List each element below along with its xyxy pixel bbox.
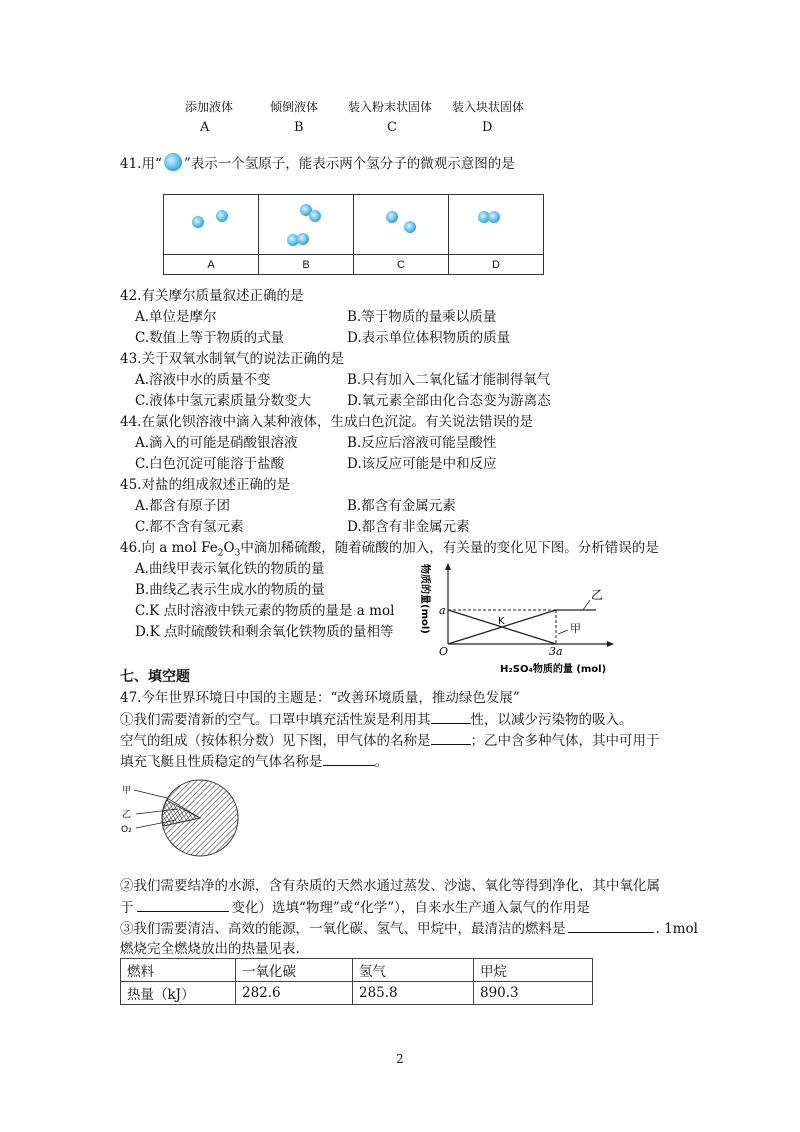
q46-option-b: B.曲线乙表示生成水的物质的量 (135, 582, 325, 598)
q45-option-a: A.都含有原子团 (135, 498, 231, 514)
page-number: 2 (396, 1052, 404, 1066)
pie-yi-label: 乙 (122, 810, 132, 820)
q47-e1-b: . 1mol (655, 921, 698, 937)
q42-option-b: B.等于物质的量乘以质量 (347, 309, 497, 325)
heat-value-h2: 285.8 (353, 982, 474, 1005)
hydrogen-atom-icon (162, 152, 184, 172)
caption-b: 倾倒液体 (270, 100, 319, 114)
letter-d: D (482, 120, 493, 135)
heat-value-ch4: 890.3 (474, 982, 593, 1005)
q46-option-a: A.曲线甲表示氧化铁的物质的量 (135, 561, 325, 577)
q47-p2 (120, 730, 660, 751)
q41-prefix: 41.用“ (120, 156, 162, 172)
q44-option-a: A.滴入的可能是硝酸银溶液 (135, 435, 298, 451)
q43-option-c: C.液体中氢元素质量分数变大 (135, 393, 312, 409)
q47-e1 (120, 918, 698, 939)
graph-jia-label: 甲 (570, 622, 581, 635)
q47-p1-a: ①我们需要清新的空气。口罩中填充活性炭是利用其 (120, 712, 431, 728)
heat-header-ch4: 甲烷 (474, 959, 593, 982)
q46-graph (418, 562, 618, 678)
blank-4[interactable] (137, 897, 229, 912)
blank-1[interactable] (431, 709, 471, 724)
heat-table (120, 958, 593, 1005)
q47-p2-b: ；乙中含多种气体，其中可用于 (470, 733, 660, 749)
q41-cell-b[interactable] (259, 195, 354, 255)
q46-o: O (223, 540, 235, 556)
q41-label-a: A (164, 255, 259, 275)
q46-stem-a: 46.向 a mol Fe (120, 540, 218, 556)
graph-k-label: K (498, 616, 505, 627)
q47-w2-a: 于 (120, 900, 134, 916)
pie-o2-label: O₂ (121, 825, 132, 835)
q46-option-c: C.K 点时溶液中铁元素的物质的量是 a mol (135, 603, 395, 619)
caption-c: 装入粉末状固体 (348, 100, 433, 114)
molecule-diagram-a (164, 195, 258, 251)
letter-b: B (294, 120, 304, 135)
q47-p2-a: 空气的组成（按体积分数）见下图，甲气体的名称是 (120, 733, 431, 749)
graph-origin: O (439, 645, 449, 658)
section-title: 七、填空题 (120, 669, 190, 685)
q44-stem: 44.在氯化钡溶液中滴入某种液体，生成白色沉淀。有关说法错误的是 (120, 414, 533, 430)
q41-label-d: D (449, 255, 544, 275)
q45-option-b: B.都含有金属元素 (347, 498, 456, 514)
letter-c: C (387, 120, 397, 135)
heat-row-label: 热量（kJ） (121, 982, 236, 1005)
heat-value-co: 282.6 (236, 982, 353, 1005)
graph-3a-label: 3a (549, 645, 563, 658)
q47-e2: 燃烧完全燃烧放出的热量见表. (120, 941, 300, 957)
q45-option-c: C.都不含有氢元素 (135, 519, 244, 535)
q43-option-d: D.氧元素全部由化合态变为游离态 (347, 393, 551, 409)
graph-yi-label: 乙 (591, 588, 604, 602)
q47-p3 (120, 751, 388, 772)
q45-stem: 45.对盐的组成叙述正确的是 (120, 477, 290, 493)
blank-2[interactable] (431, 730, 471, 745)
molecule-diagram-d (449, 195, 543, 251)
q47-e1-a: ③我们需要清洁、高效的能源，一氧化碳、氢气、甲烷中，最清洁的燃料是 (120, 921, 566, 937)
q47-p1 (120, 709, 633, 730)
q47-p3-a: 填充飞艇且性质稳定的气体名称是 (120, 754, 323, 770)
heat-header-h2: 氢气 (353, 959, 474, 982)
q42-option-c: C.数值上等于物质的式量 (135, 330, 285, 346)
blank-5[interactable] (568, 918, 654, 933)
q45-option-d: D.都含有非金属元素 (347, 519, 470, 535)
q47-intro: 47.今年世界环境日中国的主题是：“改善环境质量，推动绿色发展” (120, 690, 520, 706)
heat-table-wrap (120, 958, 593, 1005)
q47-w2 (120, 897, 590, 918)
heat-header-co: 一氧化碳 (236, 959, 353, 982)
q41-cell-a[interactable] (164, 195, 259, 255)
q41-option-table (163, 194, 544, 275)
q41-cell-c[interactable] (354, 195, 449, 255)
graph-xlabel: H₂SO₄物质的量 (mol) (500, 664, 607, 675)
graph-a-label: a (439, 604, 446, 617)
blank-3[interactable] (323, 751, 375, 766)
q42-option-a: A.单位是摩尔 (135, 309, 217, 325)
molecule-diagram-c (354, 195, 448, 251)
q43-option-b: B.只有加入二氧化锰才能制得氧气 (347, 372, 551, 388)
q47-p3-b: 。 (374, 754, 388, 770)
q41-cell-d[interactable] (449, 195, 544, 255)
q46-stem-b: 中滴加稀硫酸，随着硫酸的加入，有关量的变化见下图。分析错误的是 (240, 540, 659, 556)
q43-stem: 43.关于双氧水制氧气的说法正确的是 (120, 351, 344, 367)
q41-label-c: C (354, 255, 449, 275)
q42-stem: 42.有关摩尔质量叙述正确的是 (120, 288, 304, 304)
air-composition-pie (120, 778, 240, 860)
q47-w1: ②我们需要结净的水源，含有杂质的天然水通过蒸发、沙滤、氧化等得到净化，其中氧化属 (120, 878, 660, 894)
q44-option-c: C.白色沉淀可能溶于盐酸 (135, 456, 285, 472)
q47-w2-b: 变化）选填“物理”或“化学”），自来水生产通入氯气的作用是 (231, 900, 590, 916)
graph-ylabel: 物质的量(mol) (419, 564, 430, 634)
q47-p1-b: 性，以减少污染物的吸入。 (470, 712, 633, 728)
q44-option-b: B.反应后溶液可能呈酸性 (347, 435, 497, 451)
caption-a: 添加液体 (185, 100, 234, 114)
caption-d: 装入块状固体 (452, 100, 525, 114)
q46-sub3: 3 (234, 548, 241, 559)
pie-jia-label: 甲 (122, 786, 132, 796)
q44-option-d: D.该反应可能是中和反应 (347, 456, 497, 472)
q41-stem (120, 152, 515, 174)
heat-header-fuel: 燃料 (121, 959, 236, 982)
q46-option-d: D.K 点时硫酸铁和剩余氧化铁物质的量相等 (135, 624, 394, 640)
q41-suffix: ”表示一个氢原子，能表示两个氢分子的微观示意图的是 (183, 156, 515, 172)
q43-option-a: A.溶液中水的质量不变 (135, 372, 271, 388)
molecule-diagram-b (259, 195, 353, 251)
q41-label-b: B (259, 255, 354, 275)
q46-sub2: 2 (217, 548, 224, 559)
letter-a: A (200, 120, 210, 135)
q42-option-d: D.表示单位体积物质的质量 (347, 330, 511, 346)
